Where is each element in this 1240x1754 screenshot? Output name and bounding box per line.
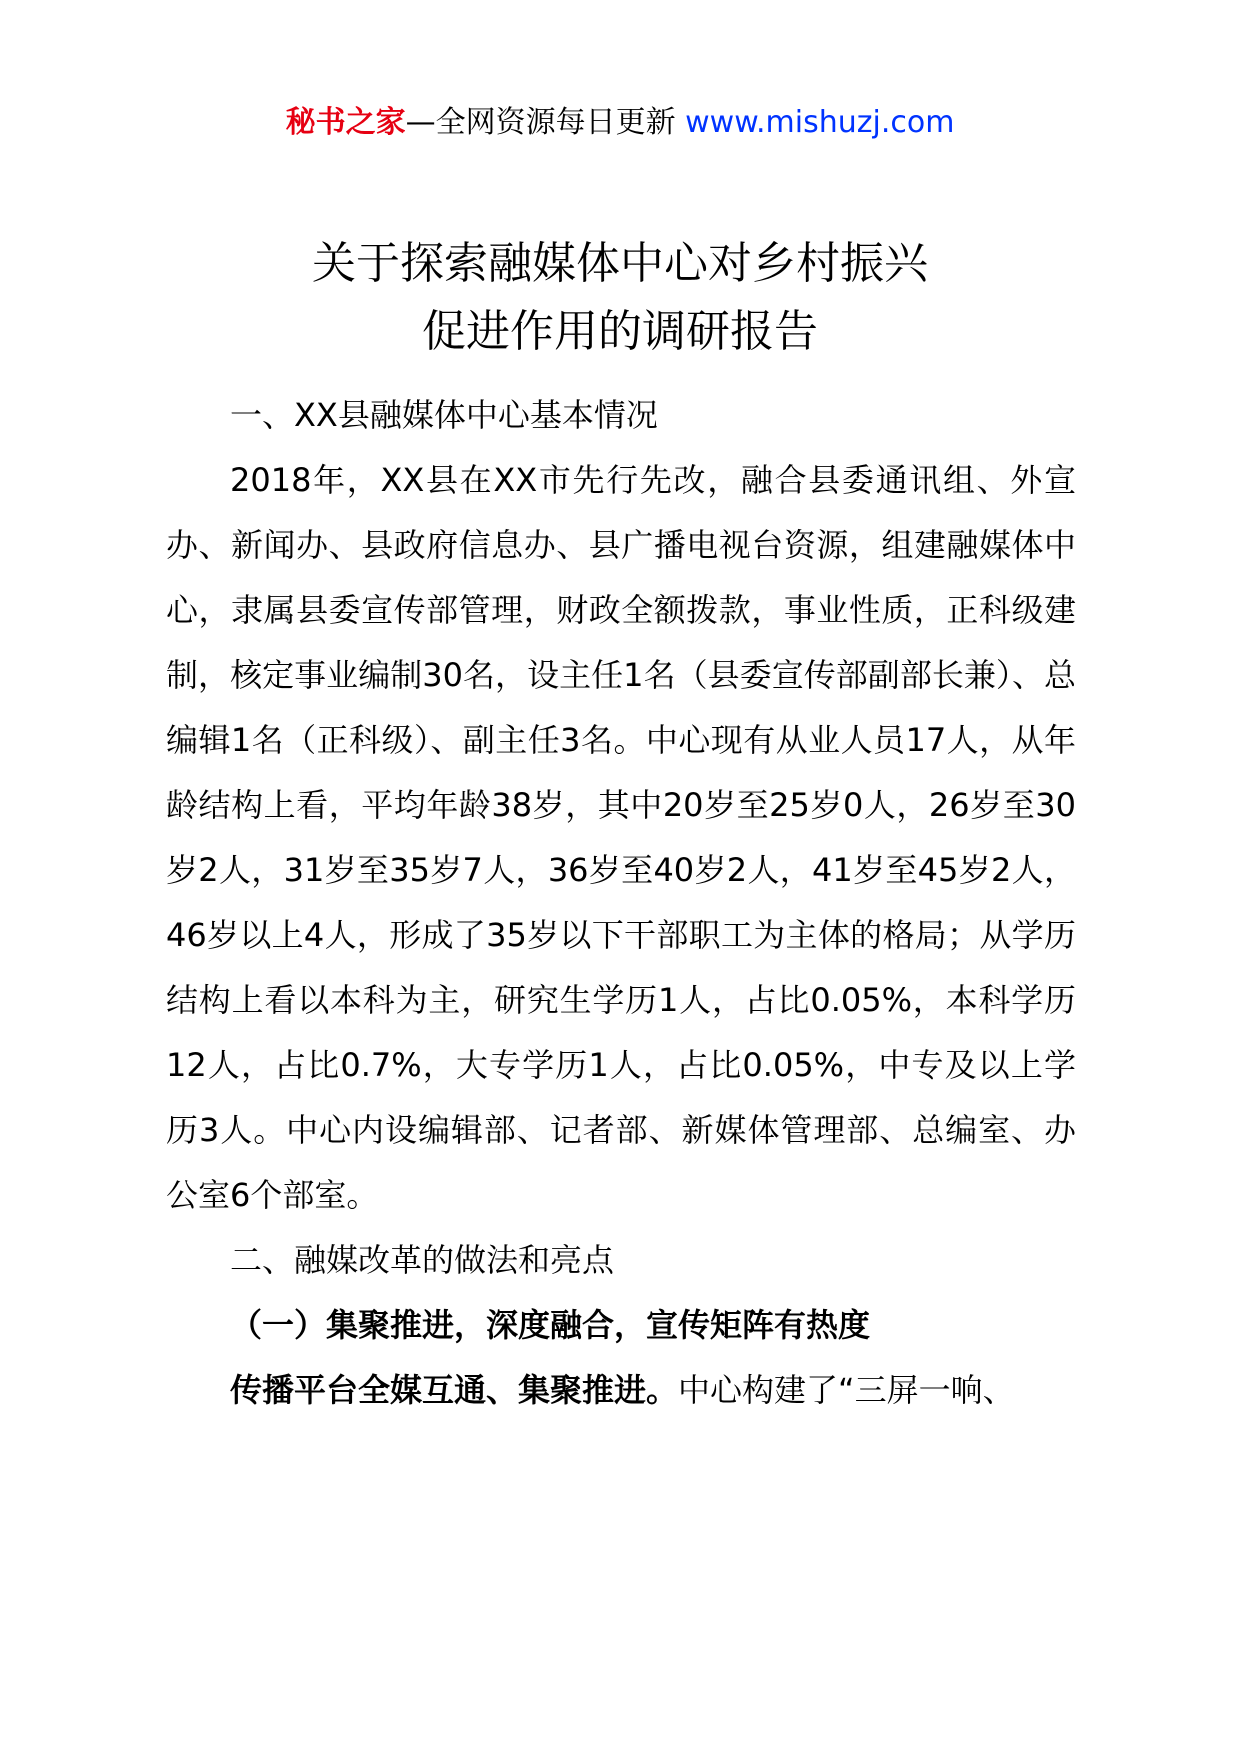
brand-name: 秘书之家: [285, 105, 406, 140]
last-paragraph-text: 中心构建了“三屏一响、: [678, 1371, 1015, 1409]
title-line-2: 促进作用的调研报告: [422, 306, 818, 357]
site-url-link[interactable]: www.mishuzj.com: [685, 105, 955, 140]
subsection-1-heading: （一）集聚推进，深度融合，宣传矩阵有热度: [230, 1306, 871, 1344]
section-1-paragraph: 2018年，XX县在XX市先行先改，融合县委通讯组、外宣办、新闻办、县政府信息办、县广播电视台资源，组建融媒体中心，隶属县委宣传部管理，财政全额拨款，事业性质，正科级建制，核定事业编制30名，设主任1名（县委宣传部副部长兼）、总编辑1名（正科级）、副主任3名。中心现有从业人员17人，从年龄结构上看，平均年龄38岁，其中20岁至25岁0人，26岁至30岁2人，31岁至35岁7人，36岁至40岁2人，41岁至45岁2人，46岁以上4人，形成了35岁以下干部职工为主体的格局；从学历结构上看以本科为主，研究生学历1人，占比0.05%，本科学历12人，占比0.7%，大专学历1人，占比0.05%，中专及以上学历3人。中心内设编辑部、记者部、新媒体管理部、总编室、办公室6个部室。: [166, 461, 1076, 1214]
section-1-heading: 一、XX县融媒体中心基本情况: [230, 396, 658, 434]
last-paragraph-lead: 传播平台全媒互通、集聚推进。: [230, 1371, 679, 1409]
document-body: [166, 383, 1076, 1423]
header-banner: [0, 100, 1240, 146]
section-2-heading: 二、融媒改革的做法和亮点: [230, 1241, 615, 1279]
document-title: [0, 230, 1240, 366]
title-line-1: 关于探索融媒体中心对乡村振兴: [312, 238, 928, 289]
header-slogan: —全网资源每日更新: [405, 105, 676, 140]
last-paragraph: [166, 1358, 1076, 1423]
